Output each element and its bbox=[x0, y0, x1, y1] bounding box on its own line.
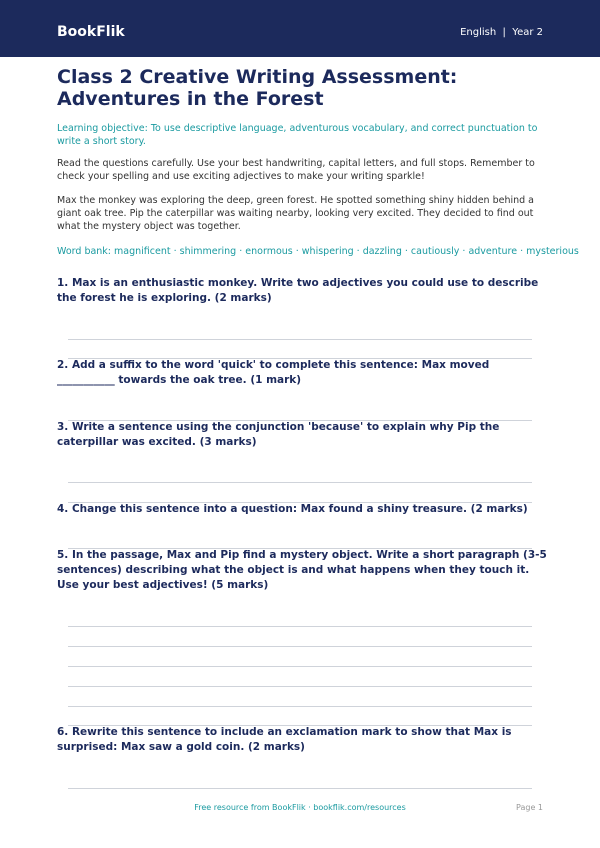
brand-logo-text[interactable]: BookFlik bbox=[57, 24, 125, 40]
header-bar bbox=[0, 0, 600, 57]
page-number: Page 1 bbox=[516, 803, 543, 812]
story-passage: Max the monkey was exploring the deep, green forest. He spotted something shiny hidden behind a giant oak tree. Pip the caterpillar was waiting nearby, looking very excited. They decided to find out what the mystery object was together. bbox=[57, 195, 535, 232]
footer-credit[interactable]: Free resource from BookFlik · bookflik.com/resources bbox=[194, 803, 406, 812]
answer-line[interactable] bbox=[68, 626, 532, 627]
question-1: 1. Max is an enthusiastic monkey. Write two adjectives you could use to describe the forest he is exploring. (2 marks) bbox=[57, 277, 539, 304]
question-4: 4. Change this sentence into a question: Max found a shiny treasure. (2 marks) bbox=[57, 503, 528, 515]
question-6: 6. Rewrite this sentence to include an exclamation mark to show that Max is surprised: Max saw a gold coin. (2 marks) bbox=[57, 726, 512, 753]
answer-line[interactable] bbox=[68, 706, 532, 707]
subject-year-label: English | Year 2 bbox=[460, 27, 543, 38]
word-bank: Word bank: magnificent · shimmering · enormous · whispering · dazzling · cautiously · adventure · mysterious bbox=[57, 246, 579, 257]
instructions-text: Read the questions carefully. Use your best handwriting, capital letters, and full stops. Remember to check your spelling and use exciting adjectives to make your writing sparkle! bbox=[57, 158, 535, 182]
answer-line[interactable] bbox=[68, 686, 532, 687]
question-3: 3. Write a sentence using the conjunction 'because' to explain why Pip the caterpillar was excited. (3 marks) bbox=[57, 421, 500, 448]
page-title: Class 2 Creative Writing Assessment: Adventures in the Forest bbox=[57, 66, 458, 110]
answer-line[interactable] bbox=[68, 339, 532, 340]
question-2: 2. Add a suffix to the word 'quick' to complete this sentence: Max moved ___________ towards the oak tree. (1 mark) bbox=[57, 359, 490, 386]
answer-line[interactable] bbox=[68, 646, 532, 647]
question-5: 5. In the passage, Max and Pip find a mystery object. Write a short paragraph (3-5 sentences) describing what the object is and what happens when they touch it. Use your best adjectives! (5 marks) bbox=[57, 549, 547, 591]
answer-line[interactable] bbox=[68, 482, 532, 483]
learning-objective: Learning objective: To use descriptive language, adventurous vocabulary, and correct punctuation to write a short story. bbox=[57, 123, 538, 147]
answer-line[interactable] bbox=[68, 666, 532, 667]
answer-line[interactable] bbox=[68, 788, 532, 789]
